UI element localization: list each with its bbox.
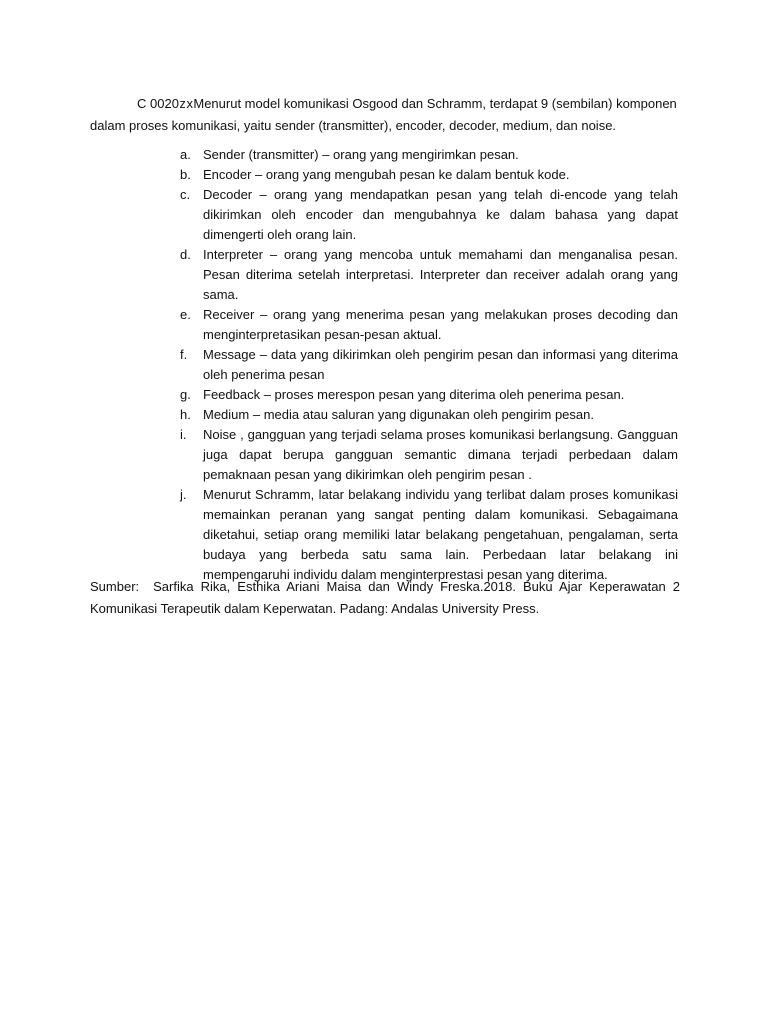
component-list [180, 145, 678, 585]
list-item-text: Sender (transmitter) – orang yang mengirimkan pesan. [203, 147, 519, 162]
list-item [180, 345, 678, 385]
list-item-text: Encoder – orang yang mengubah pesan ke dalam bentuk kode. [203, 167, 570, 182]
list-item-text: Interpreter – orang yang mencoba untuk memahami dan menganalisa pesan. Pesan diterima setelah interpretasi. Interpreter dan receiver adalah orang yang sama. [203, 247, 678, 302]
list-item-text: Decoder – orang yang mendapatkan pesan yang telah di-encode yang telah dikirimkan oleh encoder dan mengubahnya ke dalam bahasa yang dapat dimengerti oleh orang lain. [203, 187, 678, 242]
list-marker: e. [180, 307, 191, 322]
list-marker: h. [180, 407, 191, 422]
list-item [180, 185, 678, 245]
list-item [180, 165, 678, 185]
list-item-text: Medium – media atau saluran yang digunakan oleh pengirim pesan. [203, 407, 594, 422]
list-item [180, 385, 678, 405]
list-item [180, 305, 678, 345]
list-marker: b. [180, 167, 191, 182]
list-item [180, 425, 678, 485]
source-text: Sarfika Rika, Esthika Ariani Maisa dan Windy Freska.2018. Buku Ajar Keperawatan 2 Komunikasi Terapeutik dalam Keperwatan. Padang: Andalas University Press. [90, 579, 680, 616]
list-item-text: Feedback – proses merespon pesan yang diterima oleh penerima pesan. [203, 387, 625, 402]
intro-prefix: C 0020 [137, 96, 179, 111]
list-marker: j. [180, 487, 187, 502]
list-item-text: Menurut Schramm, latar belakang individu yang terlibat dalam proses komunikasi memainkan peranan yang sangat penting dalam komunikasi. Sebagaimana diketahui, setiap orang memiliki latar belakang pengetahuan, pengalaman, serta budaya yang berbeda satu sama lain. Perbedaan latar belakang ini mempengaruhi individu dalam menginterprestasi pesan yang diterima. [203, 487, 678, 582]
list-item [180, 485, 678, 585]
list-marker: a. [180, 147, 191, 162]
list-item [180, 405, 678, 425]
list-item-text: Receiver – orang yang menerima pesan yang melakukan proses decoding dan menginterpretasikan pesan-pesan aktual. [203, 307, 678, 342]
list-marker: f. [180, 347, 188, 362]
list-marker: d. [180, 247, 191, 262]
list-item-text: Noise , gangguan yang terjadi selama proses komunikasi berlangsung. Gangguan juga dapat berupa gangguan semantic dimana terjadi perbedaan dalam pemaknaan pesan yang dikirimkan oleh pengirim pesan . [203, 427, 678, 482]
intro-text: Menurut model komunikasi Osgood dan Schramm, terdapat 9 (sembilan) komponen dalam proses komunikasi, yaitu sender (transmitter), encoder, decoder, medium, dan noise. [90, 96, 677, 133]
list-item [180, 145, 678, 165]
intro-code: zx [178, 97, 194, 111]
source-citation [90, 576, 680, 620]
list-marker: c. [180, 187, 191, 202]
list-item [180, 245, 678, 305]
source-label: Sumber: [90, 579, 140, 594]
intro-paragraph [90, 93, 680, 136]
list-marker: i. [180, 427, 187, 442]
list-marker: g. [180, 387, 191, 402]
list-item-text: Message – data yang dikirimkan oleh pengirim pesan dan informasi yang diterima oleh penerima pesan [203, 347, 678, 382]
